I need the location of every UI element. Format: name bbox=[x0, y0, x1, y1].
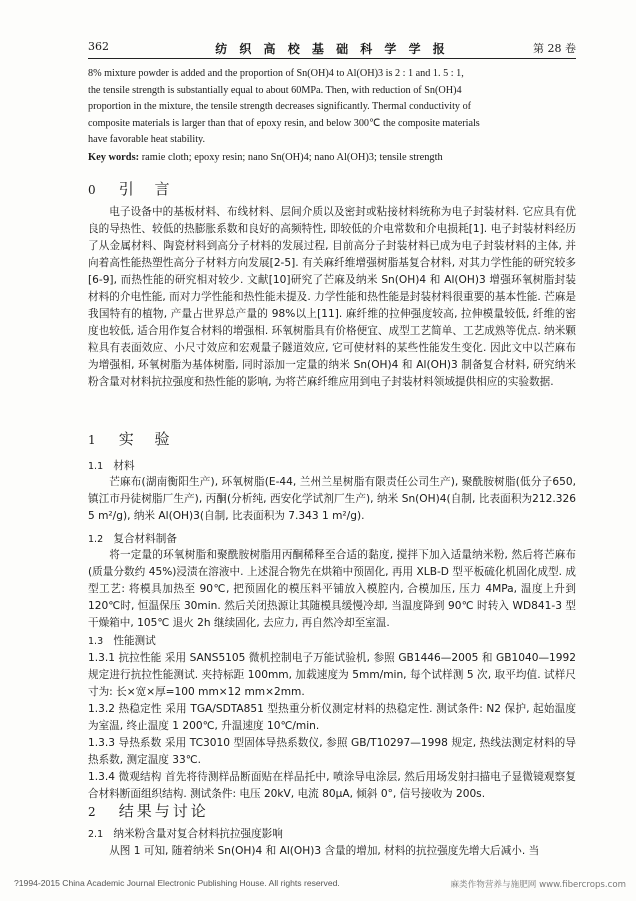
test-number: 1.3.4 bbox=[88, 771, 115, 783]
abstract-continuation bbox=[88, 66, 576, 149]
subsection-title: 性能测试 bbox=[113, 635, 156, 647]
volume-label: 第 28 卷 bbox=[533, 42, 576, 55]
test-item-thermal-stability bbox=[88, 701, 576, 735]
preparation-paragraph bbox=[88, 547, 576, 632]
section-number: 0 bbox=[88, 183, 96, 197]
subsection-title: 材料 bbox=[113, 460, 135, 472]
section-heading-experiment bbox=[88, 428, 178, 449]
materials-paragraph bbox=[88, 474, 576, 525]
subsection-title: 复合材料制备 bbox=[113, 533, 177, 545]
test-text: 抗拉性能 采用 SANS5105 微机控制电子万能试验机, 参照 GB1446—2005 和 GB1040—1992 规定进行抗拉性能测试. 夹持标距 100mm, 加载速度为 5mm/min, 每个试样测 5 次, 取平均值. 试样尺寸为: 长×宽×厚=100 mm×12 mm×2mm. bbox=[88, 652, 576, 698]
page-number: 362 bbox=[88, 40, 109, 53]
test-item-conductivity bbox=[88, 735, 576, 769]
materials-text: 芒麻布(湖南衡阳生产), 环氧树脂(E-44, 兰州兰星树脂有限责任公司生产), 聚酰胺树脂(低分子650, 镇江市丹徒树脂厂生产), 丙酮(分析纯, 西安化学试剂厂生产), 纳米 Sn(OH)4(自制, 比表面积为212.326 5 m²/g), 纳米 Al(OH)3(自制, 比表面积为 7.343 1 m²/g). bbox=[88, 476, 576, 522]
subsection-number: 1.2 bbox=[88, 534, 104, 545]
subsection-number: 1.3 bbox=[88, 636, 104, 647]
subsection-number: 1.1 bbox=[88, 461, 104, 472]
abstract-line: 8% mixture powder is added and the proportion of Sn(OH)4 to Al(OH)3 is 2 : 1 and 1. 5 : 1, bbox=[88, 68, 464, 79]
journal-title: 纺 织 高 校 基 础 科 学 学 报 bbox=[215, 42, 449, 56]
results-text: 从图 1 可知, 随着纳米 Sn(OH)4 和 Al(OH)3 含量的增加, 材料的抗拉强度先增大后减小. 当 bbox=[109, 845, 540, 857]
test-text: 热稳定性 采用 TGA/SDTA851 型热重分析仪测定材料的热稳定性. 测试条件: N2 保护, 起始温度为室温, 终止温度 1 200℃, 升温速度 10℃/min. bbox=[88, 703, 576, 732]
keywords-text: ramie cloth; epoxy resin; nano Sn(OH)4; nano Al(OH)3; tensile strength bbox=[141, 152, 443, 163]
intro-paragraph bbox=[88, 204, 576, 391]
test-number: 1.3.1 bbox=[88, 652, 115, 664]
intro-text: 电子设备中的基板材料、布线材料、层间介质以及密封或粘接材料统称为电子封装材料. 它应具有优良的导热性、较低的热膨胀系数和良好的高频特性, 即较低的介电常数和介电损耗[1]. 电子封装材料经历了从金属材料、陶瓷材料到高分子材料的发展过程, 目前高分子封装材料已成为电子封装材料的主体, 并向着高性能热塑性高分子材料方向发展[2-5]. 有关麻纤维增强树脂基复合材料, 对其力学性能的研究较多[6-9], 而热性能的研究相对较少. 文献[10]研究了芒麻及纳米 Sn(OH)4 和 Al(OH)3 增强环氧树脂封装材料的介电性能, 而对力学性能和热性能未提及. 力学性能和热性能是封装材料很重要的基本性能. 芒麻是我国特有的植物, 产量占世界总产量的 98%以上[11]. 麻纤维的拉伸强度较高, 拉伸模量较低, 纤维的密度也较低, 适合用作复合材料的增强相. 环氧树脂具有价格便宜、成型工艺简单、工艺成熟等优点. 纳米颗粒具有表面效应、小尺寸效应和宏观量子隧道效应, 它可使材料的某些性能发生变化. 因此文中以芒麻布为增强相, 环氧树脂为基体树脂, 同时添加一定量的纳米 Sn(OH)4 和 Al(OH)3 制备复合材料, 研究纳米粉含量对材料抗拉强度和热性能的影响, 为将芒麻纤维应用到电子封装材料领域提供相应的实验数据. bbox=[88, 206, 576, 388]
keywords-label: Key words: bbox=[88, 152, 140, 163]
test-item-microstructure bbox=[88, 769, 576, 803]
running-header bbox=[88, 40, 576, 58]
abstract-line: the tensile strength is substantially equal to about 60MPa. Then, with reduction of Sn(OH)4 bbox=[88, 84, 462, 96]
header-rule bbox=[88, 58, 576, 59]
subsection-number: 2.1 bbox=[88, 829, 104, 840]
test-item-tensile bbox=[88, 650, 576, 701]
subsection-heading-tests bbox=[88, 633, 156, 648]
test-number: 1.3.3 bbox=[88, 737, 115, 749]
test-text: 导热系数 采用 TC3010 型固体导热系数仪, 参照 GB/T10297—1998 规定, 热线法测定材料的导热系数, 测定温度 33℃. bbox=[88, 737, 576, 766]
section-title: 实 验 bbox=[118, 430, 178, 448]
section-number: 2 bbox=[88, 805, 96, 819]
test-text: 微观结构 首先将待测样品断面贴在样品托中, 喷涂导电涂层, 然后用场发射扫描电子显微镜观察复合材料断面组织结构. 测试条件: 电压 20kV, 电流 80μA, 倾斜 0°, 信号接收为 200s. bbox=[88, 771, 576, 800]
abstract-line: composite materials is larger than that of epoxy resin, and below 300℃ the composite materials bbox=[88, 117, 480, 129]
subsection-heading-materials bbox=[88, 458, 135, 473]
section-heading-results bbox=[88, 800, 209, 821]
abstract-line: have favorable heat stability. bbox=[88, 134, 206, 146]
tests-block bbox=[88, 650, 576, 803]
copyright-notice: ?1994-2015 China Academic Journal Electronic Publishing House. All rights reserved. bbox=[14, 878, 340, 888]
subsection-heading-tensile-effect bbox=[88, 826, 283, 841]
subsection-title: 纳米粉含量对复合材料抗拉强度影响 bbox=[113, 828, 283, 840]
preparation-text: 将一定量的环氧树脂和聚酰胺树脂用丙酮稀释至合适的黏度, 搅拌下加入适量纳米粉, 然后将芒麻布(质量分数约 45%)浸渍在溶液中. 上述混合物先在烘箱中预固化, 再用 XLB-D 型平板硫化机固化成型. 成型工艺: 将模具加热至 90℃, 把预固化的模压料平铺放入模腔内, 合模加压, 压力 4MPa, 温度上升到120℃时, 恒温保压 30min. 然后关闭热源让其随模具缓慢冷却, 当温度降到 90℃ 时转入 WD841-3 型干燥箱中, 105℃ 退火 2h 继续固化, 去应力, 再自然冷却至室温. bbox=[88, 549, 576, 629]
site-watermark: 麻类作物营养与施肥网 www.fibercrops.com bbox=[450, 880, 626, 890]
section-title: 引 言 bbox=[118, 180, 178, 198]
section-number: 1 bbox=[88, 433, 96, 447]
section-title: 结果与讨论 bbox=[118, 802, 209, 820]
section-heading-intro bbox=[88, 178, 178, 199]
abstract-line: proportion in the mixture, the tensile strength decreases significantly. Thermal conductivity of bbox=[88, 101, 472, 113]
test-number: 1.3.2 bbox=[88, 703, 115, 715]
results-paragraph bbox=[88, 843, 576, 860]
keywords bbox=[88, 150, 576, 165]
subsection-heading-preparation bbox=[88, 531, 177, 546]
